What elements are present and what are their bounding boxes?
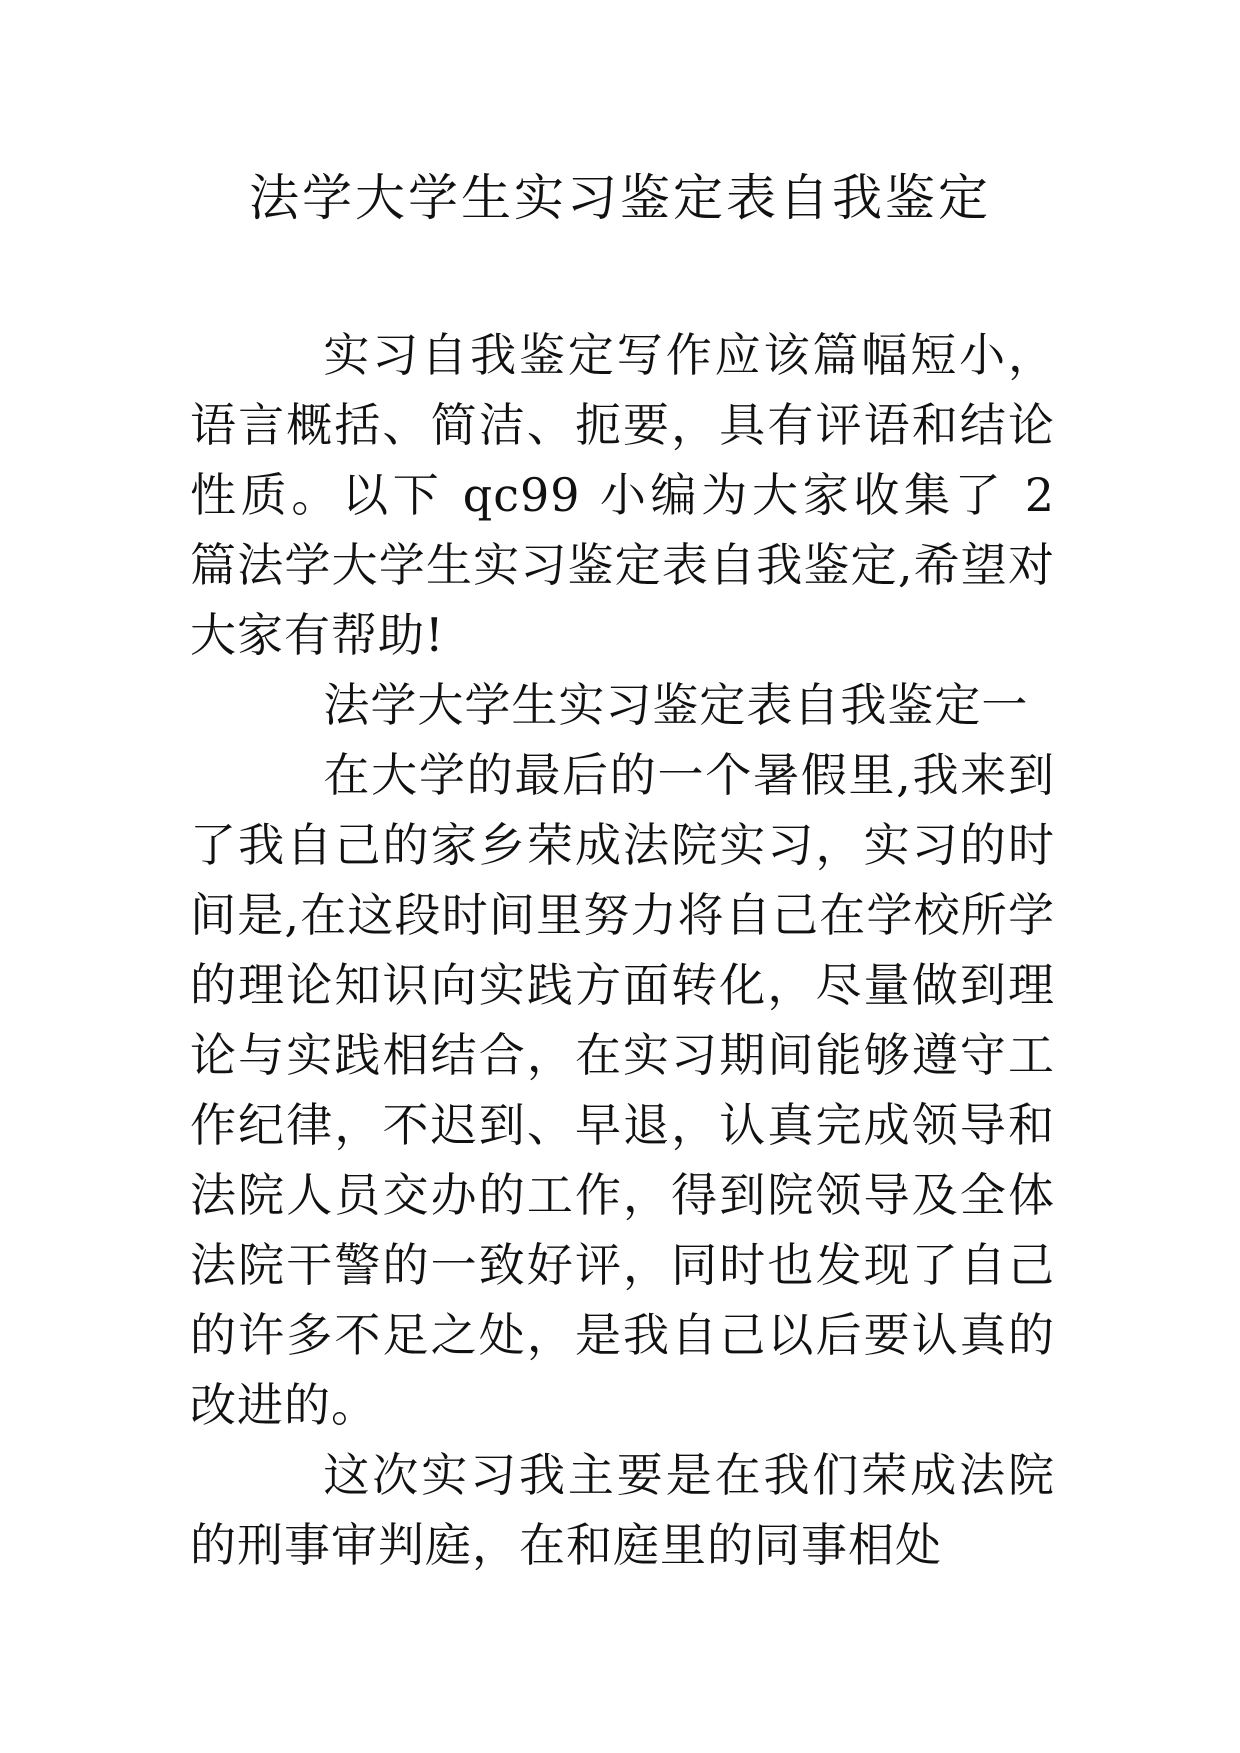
section-heading: 法学大学生实习鉴定表自我鉴定一 xyxy=(323,678,1029,732)
document-title: 法学大学生实习鉴定表自我鉴定 xyxy=(249,169,991,227)
document-body xyxy=(190,320,1055,1580)
intro-paragraph: 实习自我鉴定写作应该篇幅短小，语言概括、简洁、扼要，具有评语和结论性质。以下 qc99 小编为大家收集了 2 篇法学大学生实习鉴定表自我鉴定,希望对大家有帮助! xyxy=(190,328,1055,662)
body-paragraph: 这次实习我主要是在我们荣成法院的刑事审判庭，在和庭里的同事相处 xyxy=(190,1448,1055,1572)
body-paragraph: 在大学的最后的一个暑假里,我来到了我自己的家乡荣成法院实习，实习的时间是,在这段时间里努力将自己在学校所学的理论知识向实践方面转化，尽量做到理论与实践相结合，在实习期间能够遵守工作纪律，不迟到、早退，认真完成领导和法院人员交办的工作，得到院领导及全体法院干警的一致好评，同时也发现了自己的许多不足之处，是我自己以后要认真的改进的。 xyxy=(190,748,1055,1432)
